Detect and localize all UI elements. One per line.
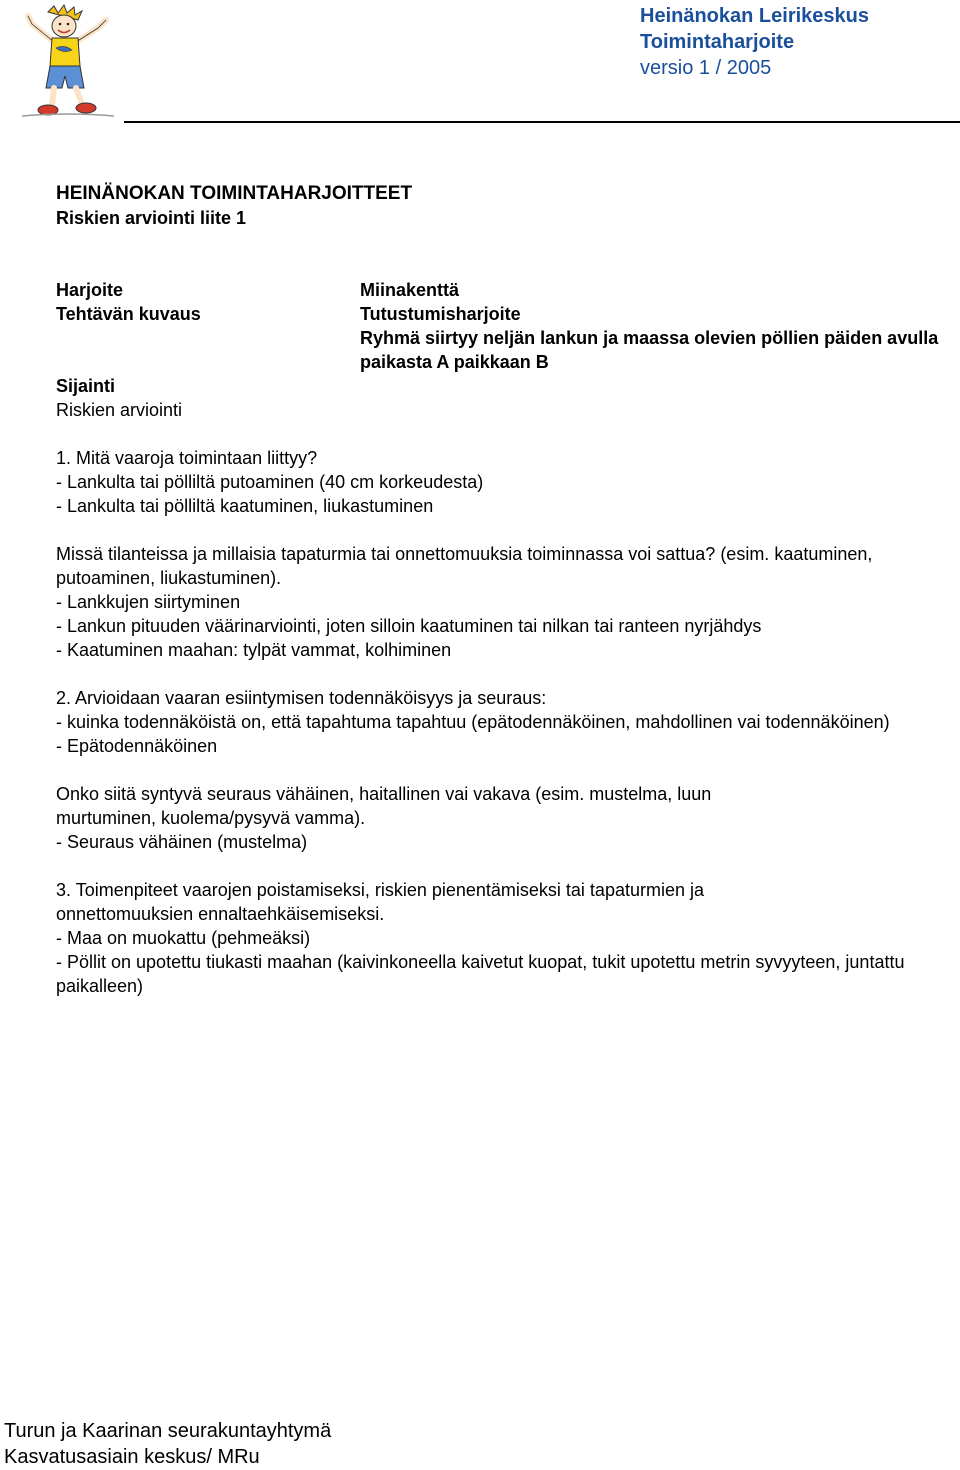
- document-header: [640, 3, 869, 81]
- section-2: [56, 686, 956, 854]
- section-1-item: - Lankulta tai pölliltä kaatuminen, liukastuminen: [56, 496, 434, 516]
- document-body: [56, 182, 956, 998]
- field-row-task: [56, 302, 956, 374]
- section-2-question-2: Onko siitä syntyvä seuraus vähäinen, haitallinen vai vakava (esim. mustelma, luun murtuminen, kuolema/pysyvä vamma).: [56, 784, 712, 828]
- section-2-answer-2: - Seuraus vähäinen (mustelma): [56, 832, 308, 852]
- field-row-location: [56, 374, 956, 398]
- document-footer: [4, 1418, 331, 1470]
- title-block: [56, 182, 956, 230]
- document-title: HEINÄNOKAN TOIMINTAHARJOITTEET: [56, 183, 413, 204]
- task-value-line-2: Ryhmä siirtyy neljän lankun ja maassa olevien pöllien päiden avulla paikasta A paikkaan B: [360, 328, 939, 372]
- footer-organization: Turun ja Kaarinan seurakuntayhtymä: [4, 1420, 332, 1442]
- section-1-answer: - Kaatuminen maahan: tylpät vammat, kolhiminen: [56, 640, 452, 660]
- section-1-question: Missä tilanteissa ja millaisia tapaturmia tai onnettomuuksia toiminnassa voi sattua? (esim. kaatuminen, putoaminen, liukastuminen).: [56, 544, 873, 588]
- section-1-heading: 1. Mitä vaaroja toimintaan liittyy?: [56, 448, 318, 468]
- section-3: [56, 878, 956, 998]
- organization-name: Heinänokan Leirikeskus: [640, 5, 869, 27]
- task-value-line-1: Tutustumisharjoite: [360, 304, 521, 324]
- section-1-item: - Lankulta tai pölliltä putoaminen (40 cm korkeudesta): [56, 472, 484, 492]
- footer-department: Kasvatusasiain keskus/ MRu: [4, 1446, 260, 1468]
- section-3-item: - Maa on muokattu (pehmeäksi): [56, 928, 311, 948]
- document-type: Toimintaharjoite: [640, 31, 795, 53]
- section-1-answer: - Lankkujen siirtyminen: [56, 592, 241, 612]
- section-3-item: - Pöllit on upotettu tiukasti maahan (kaivinkoneella kaivetut kuopat, tukit upotettu metrin syvyyteen, juntattu paikalleen): [56, 952, 905, 996]
- version-label: versio 1 / 2005: [640, 57, 772, 79]
- section-2-question-1: - kuinka todennäköistä on, että tapahtuma tapahtuu (epätodennäköinen, mahdollinen vai todennäköinen): [56, 712, 890, 732]
- section-1-answer: - Lankun pituuden väärinarviointi, joten silloin kaatuminen tai nilkan tai ranteen nyrjähdys: [56, 616, 762, 636]
- risk-assessment-label: Riskien arviointi: [56, 400, 183, 420]
- cartoon-figure-logo: [18, 4, 118, 122]
- field-row-risk: [56, 398, 956, 422]
- field-row-exercise: [56, 278, 956, 302]
- section-2-answer-1: - Epätodennäköinen: [56, 736, 218, 756]
- exercise-value: Miinakenttä: [360, 280, 460, 300]
- section-2-heading: 2. Arvioidaan vaaran esiintymisen todennäköisyys ja seuraus:: [56, 688, 547, 708]
- task-value: [360, 302, 956, 374]
- field-table: [56, 278, 956, 422]
- section-3-heading: 3. Toimenpiteet vaarojen poistamiseksi, riskien pienentämiseksi tai tapaturmien ja onnettomuuksien ennaltaehkäisemiseksi.: [56, 880, 704, 924]
- document-subtitle: Riskien arviointi liite 1: [56, 208, 247, 228]
- header-divider: [124, 121, 960, 123]
- location-label: Sijainti: [56, 376, 116, 396]
- section-1: [56, 446, 956, 662]
- task-label: Tehtävän kuvaus: [56, 304, 201, 324]
- exercise-label: Harjoite: [56, 280, 124, 300]
